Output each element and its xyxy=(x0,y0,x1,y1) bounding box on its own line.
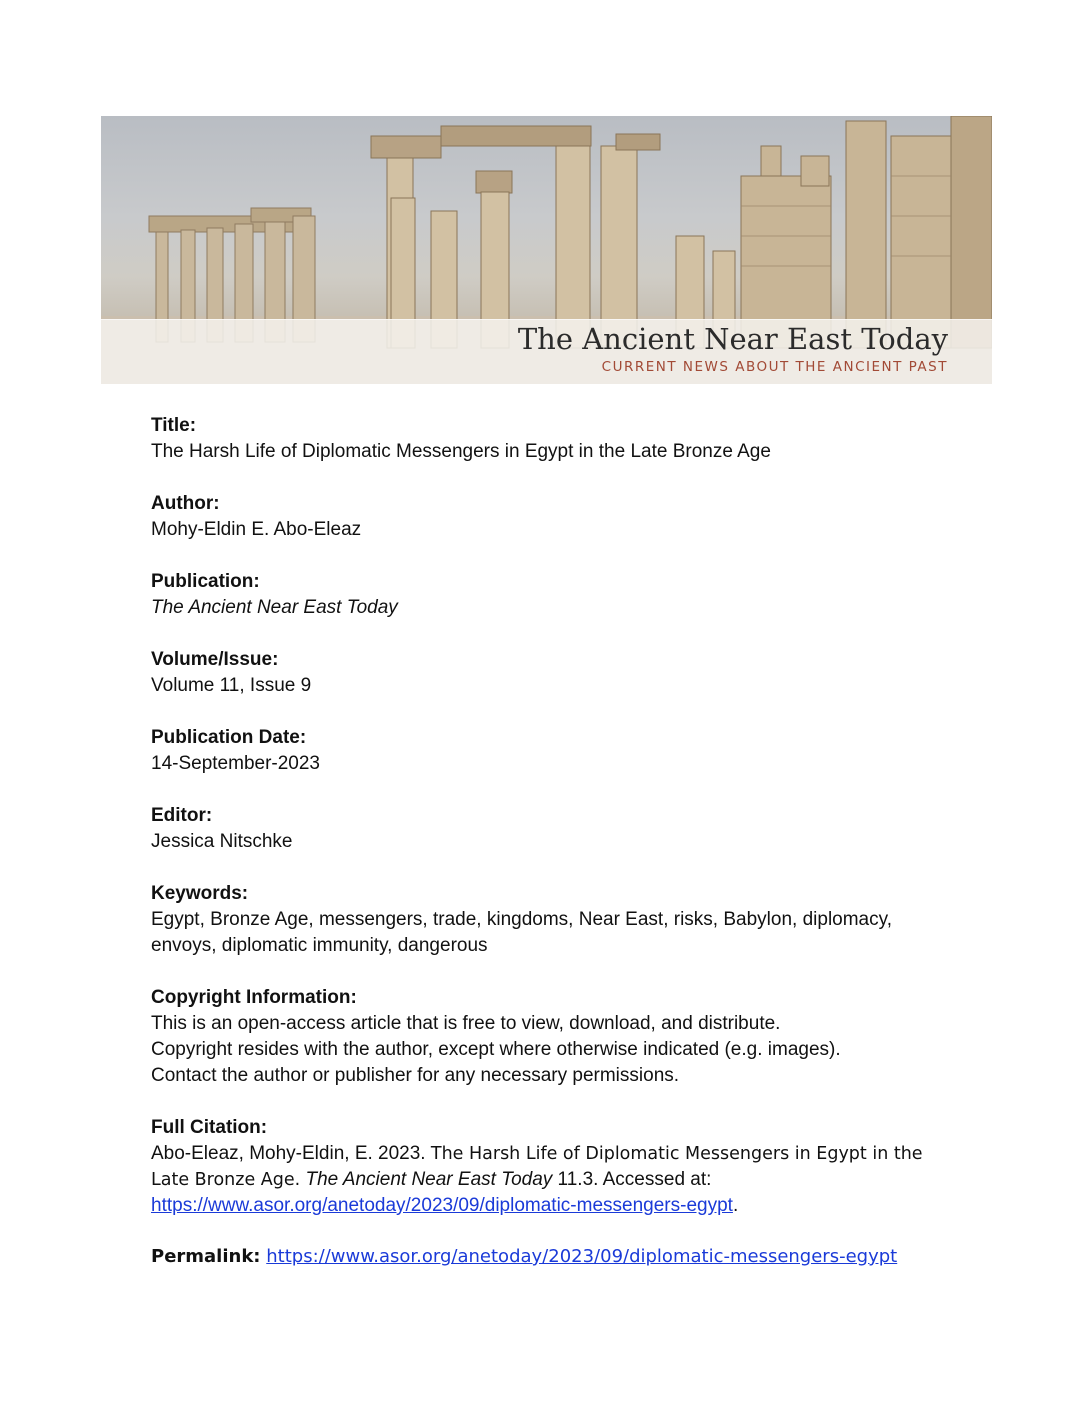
title-value: The Harsh Life of Diplomatic Messengers in Egypt in the Late Bronze Age xyxy=(151,441,771,462)
citation-url-link[interactable]: https://www.asor.org/anetoday/2023/09/diplomatic-messengers-egypt xyxy=(151,1195,733,1216)
editor-label: Editor: xyxy=(151,805,213,826)
citation-suffix: 11.3. Accessed at: xyxy=(552,1169,712,1190)
field-volume-issue xyxy=(151,646,951,699)
copyright-line: This is an open-access article that is free to view, download, and distribute. xyxy=(151,1013,781,1034)
copyright-line: Copyright resides with the author, except where otherwise indicated (e.g. images). xyxy=(151,1039,841,1060)
citation-journal: The Ancient Near East Today xyxy=(305,1169,553,1190)
metadata-content xyxy=(151,412,951,1270)
citation-prefix: Abo-Eleaz, Mohy-Eldin, E. 2023. xyxy=(151,1143,431,1164)
publication-value: The Ancient Near East Today xyxy=(151,597,398,618)
field-editor xyxy=(151,802,951,855)
field-author xyxy=(151,490,951,543)
field-title xyxy=(151,412,951,465)
volume-value: Volume 11, Issue 9 xyxy=(151,675,312,696)
field-citation xyxy=(151,1114,951,1219)
citation-article: The Harsh Life of Diplomatic Messengers in Egypt in the Late Bronze Age. xyxy=(151,1144,923,1190)
field-publication xyxy=(151,568,951,621)
field-publication-date xyxy=(151,724,951,777)
copyright-text xyxy=(151,1011,951,1089)
copyright-line: Contact the author or publisher for any necessary permissions. xyxy=(151,1065,680,1086)
field-copyright xyxy=(151,984,951,1089)
copyright-label: Copyright Information: xyxy=(151,987,357,1008)
banner-subtitle: CURRENT NEWS ABOUT THE ANCIENT PAST xyxy=(601,359,948,375)
author-label: Author: xyxy=(151,493,220,514)
volume-label: Volume/Issue: xyxy=(151,649,279,670)
editor-value: Jessica Nitschke xyxy=(151,831,293,852)
permalink-url-link[interactable]: https://www.asor.org/anetoday/2023/09/diplomatic-messengers-egypt xyxy=(266,1246,898,1267)
date-label: Publication Date: xyxy=(151,727,307,748)
keywords-value: Egypt, Bronze Age, messengers, trade, kingdoms, Near East, risks, Babylon, diplomacy, envoys, diplomatic immunity, dangerous xyxy=(151,909,892,956)
field-keywords xyxy=(151,880,951,959)
date-value: 14-September-2023 xyxy=(151,753,320,774)
author-value: Mohy-Eldin E. Abo-Eleaz xyxy=(151,519,362,540)
keywords-label: Keywords: xyxy=(151,883,249,904)
header-banner xyxy=(101,116,992,384)
permalink-label: Permalink: xyxy=(151,1246,261,1267)
field-permalink xyxy=(151,1244,951,1270)
publication-label: Publication: xyxy=(151,571,260,592)
title-label: Title: xyxy=(151,415,197,436)
citation-end: . xyxy=(732,1195,739,1216)
citation-text xyxy=(151,1141,951,1219)
citation-label: Full Citation: xyxy=(151,1117,268,1138)
banner-title: The Ancient Near East Today xyxy=(517,322,948,356)
